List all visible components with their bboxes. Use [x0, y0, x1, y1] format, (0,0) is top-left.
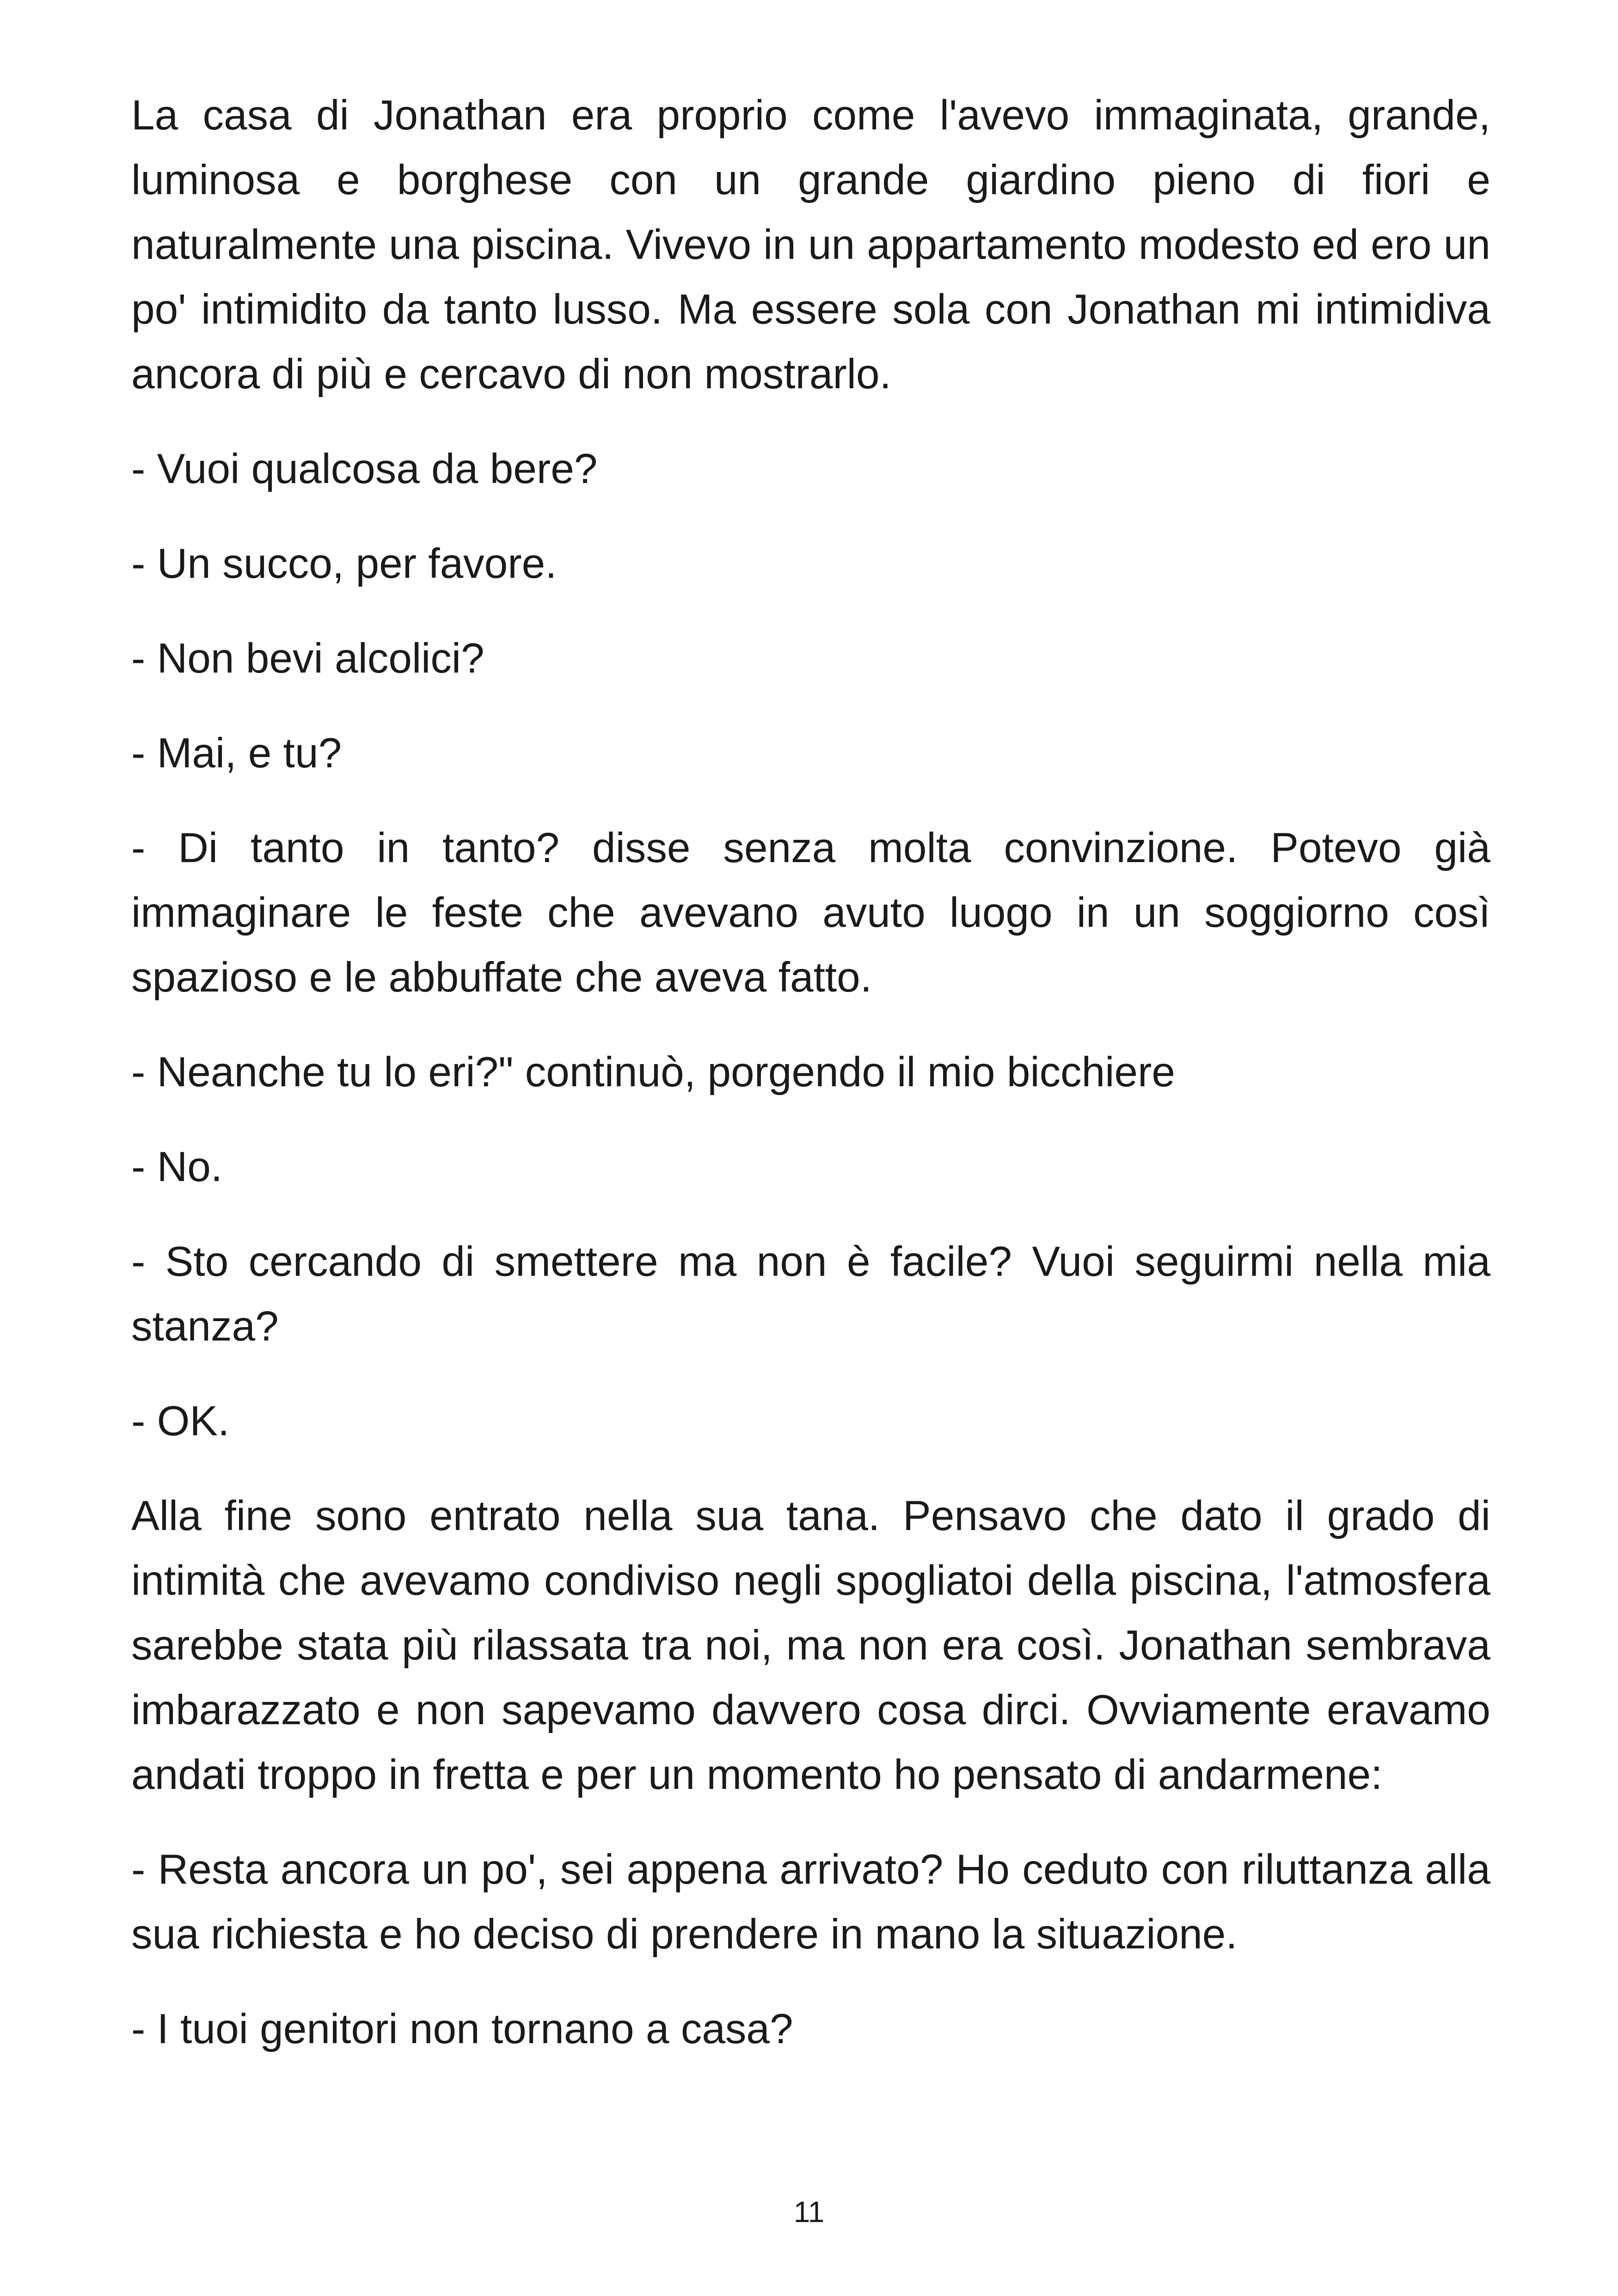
page-number: 11	[793, 2195, 825, 2229]
dialogue-line-juice: - Un succo, per favore.	[131, 540, 557, 587]
paragraph-in-the-den: Alla fine sono entrato nella sua tana. Pensavo che dato il grado di intimità che avevamo condiviso negli spogliatoi della piscina, l'atmosfera sarebbe stata più rilassata tra noi, ma non era così. Jonathan sembrava imbarazzato e non sapevamo davvero cosa dirci. Ovviamente eravamo andati troppo in fretta e per un momento ho pensato di andarmene:	[131, 1493, 1490, 1798]
dialogue-line-stay-a-bit: - Resta ancora un po', sei appena arrivato? Ho ceduto con riluttanza alla sua richiesta e ho deciso di prendere in mano la situazione.	[131, 1846, 1490, 1958]
page-text-body	[131, 83, 1490, 2092]
dialogue-line-now-and-then: - Di tanto in tanto? disse senza molta convinzione. Potevo già immaginare le feste che avevano avuto luogo in un soggiorno così spazioso e le abbuffate che aveva fatto.	[131, 825, 1490, 1001]
dialogue-line-never: - Mai, e tu?	[131, 730, 342, 777]
dialogue-line-trying-to-quit: - Sto cercando di smettere ma non è facile? Vuoi seguirmi nella mia stanza?	[131, 1238, 1490, 1350]
dialogue-line-drink-offer: - Vuoi qualcosa da bere?	[131, 446, 598, 492]
dialogue-line-parents-question: - I tuoi genitori non tornano a casa?	[131, 2006, 793, 2052]
paragraph-house-description: La casa di Jonathan era proprio come l'avevo immaginata, grande, luminosa e borghese con un grande giardino pieno di fiori e naturalmente una piscina. Vivevo in un appartamento modesto ed ero un po' intimidito da tanto lusso. Ma essere sola con Jonathan mi intimidiva ancora di più e cercavo di non mostrarlo.	[131, 92, 1490, 398]
dialogue-line-no: - No.	[131, 1144, 223, 1190]
dialogue-line-alcohol-question: - Non bevi alcolici?	[131, 635, 484, 682]
dialogue-line-ok: - OK.	[131, 1398, 230, 1445]
dialogue-line-neither-were-you: - Neanche tu lo eri?" continuò, porgendo il mio bicchiere	[131, 1049, 1176, 1096]
